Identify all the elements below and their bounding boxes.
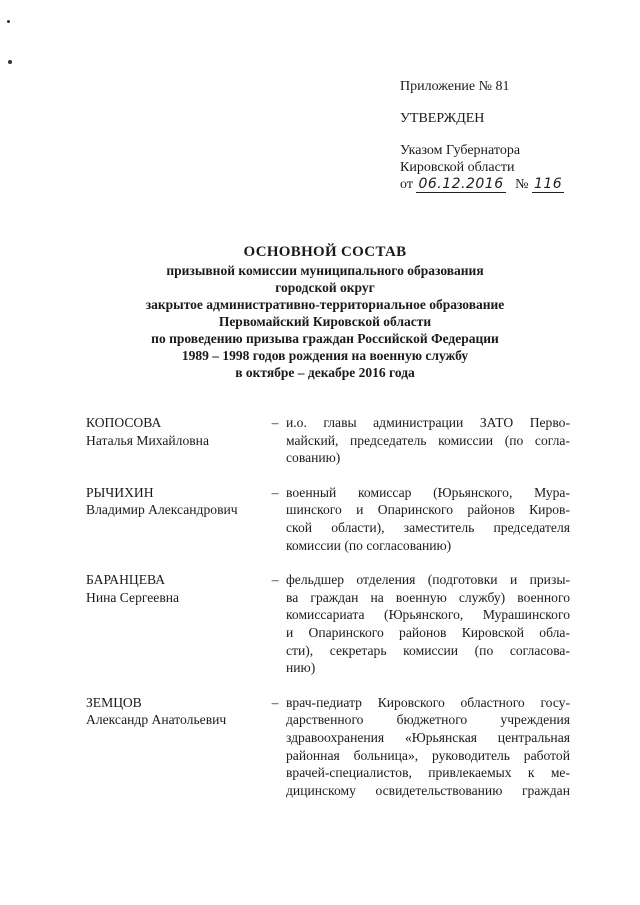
approved-heading: УТВЕРЖДЕН xyxy=(400,111,485,126)
appendix-number: Приложение № 81 xyxy=(400,79,510,94)
title-line: призывной комиссии муниципального образования xyxy=(166,263,484,278)
member-given-name: Александр Анатольевич xyxy=(86,712,227,728)
role-line: и Опаринского районов Кировской обла- xyxy=(286,624,570,640)
member-surname: ЗЕМЦОВ xyxy=(86,694,142,710)
role-line: майский, председатель комиссии (по согла- xyxy=(286,432,570,448)
role-line: сованию) xyxy=(286,450,341,466)
role-line: дицинскому освидетельствованию граждан xyxy=(286,782,570,798)
scan-speck xyxy=(8,60,12,64)
member-surname: РЫЧИХИН xyxy=(86,484,154,500)
role-line: врач-педиатр Кировского областного госу- xyxy=(286,694,570,710)
member-entry xyxy=(86,484,570,554)
role-line: районная больница», руководитель работой xyxy=(286,747,570,763)
title-main: ОСНОВНОЙ СОСТАВ xyxy=(243,244,407,260)
title-line: Первомайский Кировской области xyxy=(218,314,432,329)
from-prefix: от xyxy=(400,177,413,192)
member-entry xyxy=(86,694,570,800)
member-entry xyxy=(86,571,570,677)
member-role xyxy=(286,484,570,554)
member-dash: – xyxy=(271,694,279,710)
member-dash: – xyxy=(271,415,279,430)
title-line: закрытое административно-территориальное образование xyxy=(145,297,505,312)
member-name xyxy=(86,694,264,800)
member-name xyxy=(86,484,264,554)
member-dash: – xyxy=(271,484,279,500)
handwritten-date: 06.12.2016 xyxy=(418,176,504,192)
role-line: нию) xyxy=(286,660,316,676)
decree-line-2: Кировской области xyxy=(400,160,515,175)
role-line: шинского и Опаринского районов Киров- xyxy=(286,502,570,518)
handwritten-number: 116 xyxy=(533,176,563,192)
member-surname: БАРАНЦЕВА xyxy=(86,572,166,588)
member-name xyxy=(86,414,264,467)
member-role xyxy=(286,694,570,800)
role-line: здравоохранения «Юрьянская центральная xyxy=(286,729,570,745)
role-line: ва граждан на военную службу) военного xyxy=(286,589,570,605)
role-line: военный комиссар (Юрьянского, Мура- xyxy=(286,484,570,500)
role-line: и.о. главы администрации ЗАТО Перво- xyxy=(286,415,570,430)
role-line: комиссариата (Юрьянского, Мурашинского xyxy=(286,607,570,623)
member-dash: – xyxy=(271,572,279,588)
approval-block xyxy=(400,78,600,193)
title-line: по проведению призыва граждан Российской Федерации xyxy=(151,331,499,346)
scan-speck xyxy=(7,20,10,23)
role-line: комиссии (по согласованию) xyxy=(286,537,452,553)
member-role xyxy=(286,571,570,677)
role-line: дарственного бюджетного учреждения xyxy=(286,712,570,728)
title-line: 1989 – 1998 годов рождения на военную службу xyxy=(181,348,469,363)
member-surname: КОПОСОВА xyxy=(86,415,162,430)
members-list xyxy=(86,414,570,816)
title-line: в октябре – декабре 2016 года xyxy=(235,365,415,380)
role-line: ской области), заместитель председателя xyxy=(286,519,570,535)
member-given-name: Нина Сергеевна xyxy=(86,589,180,605)
member-given-name: Владимир Александрович xyxy=(86,502,238,518)
member-given-name: Наталья Михайловна xyxy=(86,432,209,448)
member-name xyxy=(86,571,264,677)
member-role xyxy=(286,414,570,467)
decree-date-number xyxy=(400,176,600,193)
decree-line-1: Указом Губернатора xyxy=(400,143,521,158)
document-title xyxy=(60,243,590,381)
member-entry xyxy=(86,414,570,467)
number-prefix: № xyxy=(515,177,529,192)
role-line: врачей-специалистов, привлекаемых к ме- xyxy=(286,765,570,781)
role-line: фельдшер отделения (подготовки и призы- xyxy=(286,572,570,588)
role-line: сти), секретарь комиссии (по согласова- xyxy=(286,642,570,658)
title-line: городской округ xyxy=(275,280,375,295)
